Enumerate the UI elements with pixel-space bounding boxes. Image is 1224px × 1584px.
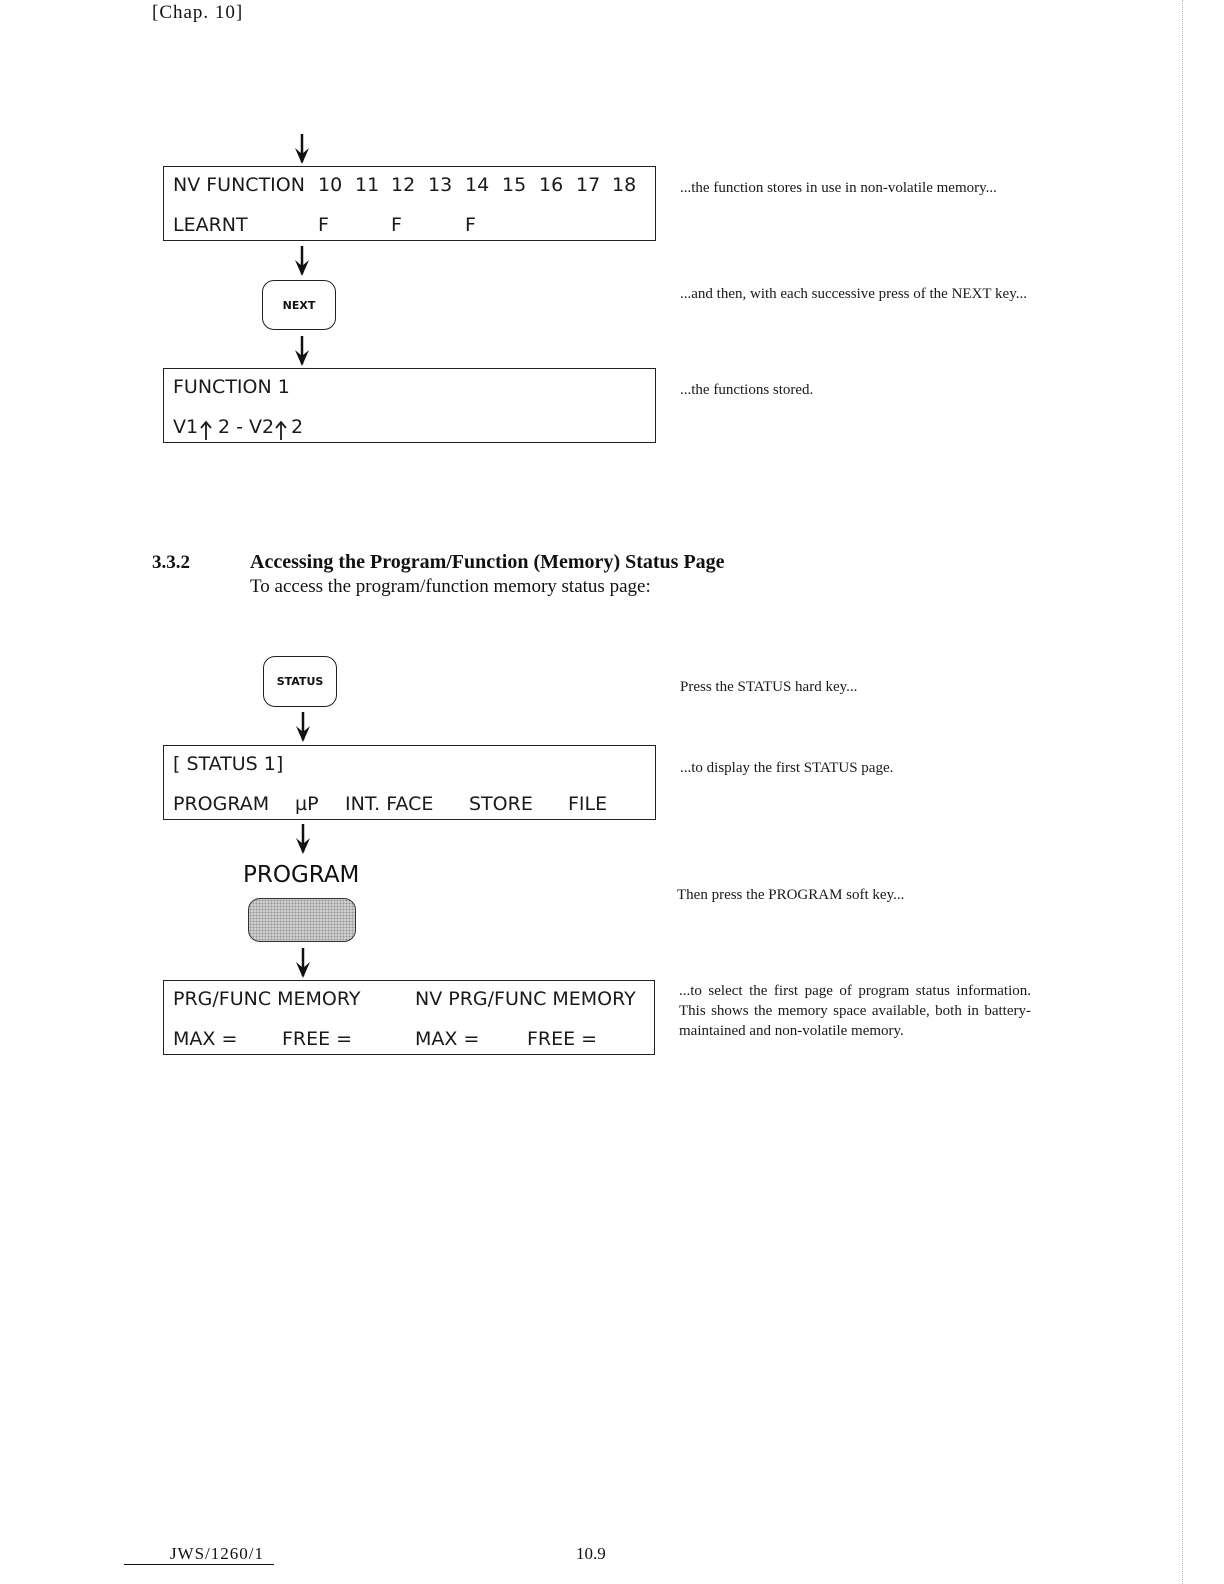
display-text: 18 <box>612 174 637 196</box>
note-text: ...and then, with each successive press of the NEXT key... <box>680 286 1027 302</box>
footer-page-number: 10.9 <box>576 1544 606 1563</box>
display-text: V1 <box>173 416 199 438</box>
display-text: 17 <box>576 174 601 196</box>
down-arrow-icon <box>295 948 311 978</box>
up-arrow-icon <box>275 420 287 440</box>
program-soft-key-button[interactable] <box>248 898 356 942</box>
display-text: NV FUNCTION <box>173 174 305 196</box>
display-text: 13 <box>428 174 453 196</box>
display-text: 2 <box>291 416 304 438</box>
display-text: MAX = <box>415 1028 480 1050</box>
down-arrow-icon <box>294 336 310 366</box>
status-display <box>163 745 656 820</box>
display-text: F <box>465 214 476 236</box>
display-text: FUNCTION 1 <box>173 376 290 398</box>
note-text: ...the function stores in use in non-volatile memory... <box>680 180 997 196</box>
display-text: F <box>318 214 329 236</box>
chapter-header: [Chap. 10] <box>152 2 244 23</box>
display-text: NV PRG/FUNC MEMORY <box>415 988 636 1010</box>
display-text: LEARNT <box>173 214 248 236</box>
display-text: 11 <box>355 174 380 196</box>
display-text: STORE <box>469 793 533 815</box>
page-edge-divider <box>1182 0 1184 1584</box>
note-text: ...to select the first page of program status information. This shows the memory space available, both in battery-maintained and non-volatile memory. <box>679 983 1031 1039</box>
display-text: PRG/FUNC MEMORY <box>173 988 361 1010</box>
down-arrow-icon <box>294 246 310 276</box>
down-arrow-icon <box>294 134 310 164</box>
note-text: Then press the PROGRAM soft key... <box>677 887 905 903</box>
note-text: Press the STATUS hard key... <box>680 679 858 695</box>
section-subtitle: To access the program/function memory status page: <box>250 576 651 597</box>
display-text: 10 <box>318 174 343 196</box>
status-key-button[interactable]: STATUS <box>263 656 337 707</box>
display-text: FILE <box>568 793 608 815</box>
display-text: 12 <box>391 174 416 196</box>
display-text: F <box>391 214 402 236</box>
display-text: 15 <box>502 174 527 196</box>
display-text: 16 <box>539 174 564 196</box>
note-text: ...to display the first STATUS page. <box>680 760 894 776</box>
next-key-button[interactable]: NEXT <box>262 280 336 330</box>
display-text: MAX = <box>173 1028 238 1050</box>
display-text: µP <box>295 793 319 815</box>
down-arrow-icon <box>295 824 311 854</box>
section-number: 3.3.2 <box>152 552 190 573</box>
section-title: Accessing the Program/Function (Memory) Status Page <box>250 551 725 573</box>
soft-key-label: PROGRAM <box>243 862 360 888</box>
up-arrow-icon <box>200 420 212 440</box>
display-text: FREE = <box>282 1028 353 1050</box>
display-text: 2 - V2 <box>218 416 275 438</box>
note-text: ...the functions stored. <box>680 382 814 398</box>
display-text: [ STATUS 1] <box>173 753 284 775</box>
memory-status-display <box>163 980 655 1055</box>
display-text: INT. FACE <box>345 793 434 815</box>
display-text: 14 <box>465 174 490 196</box>
display-text: FREE = <box>527 1028 598 1050</box>
footer-doc-ref: JWS/1260/1 <box>124 1544 274 1565</box>
nv-function-display <box>163 166 656 241</box>
display-text: PROGRAM <box>173 793 270 815</box>
function-display <box>163 368 656 443</box>
down-arrow-icon <box>295 712 311 742</box>
